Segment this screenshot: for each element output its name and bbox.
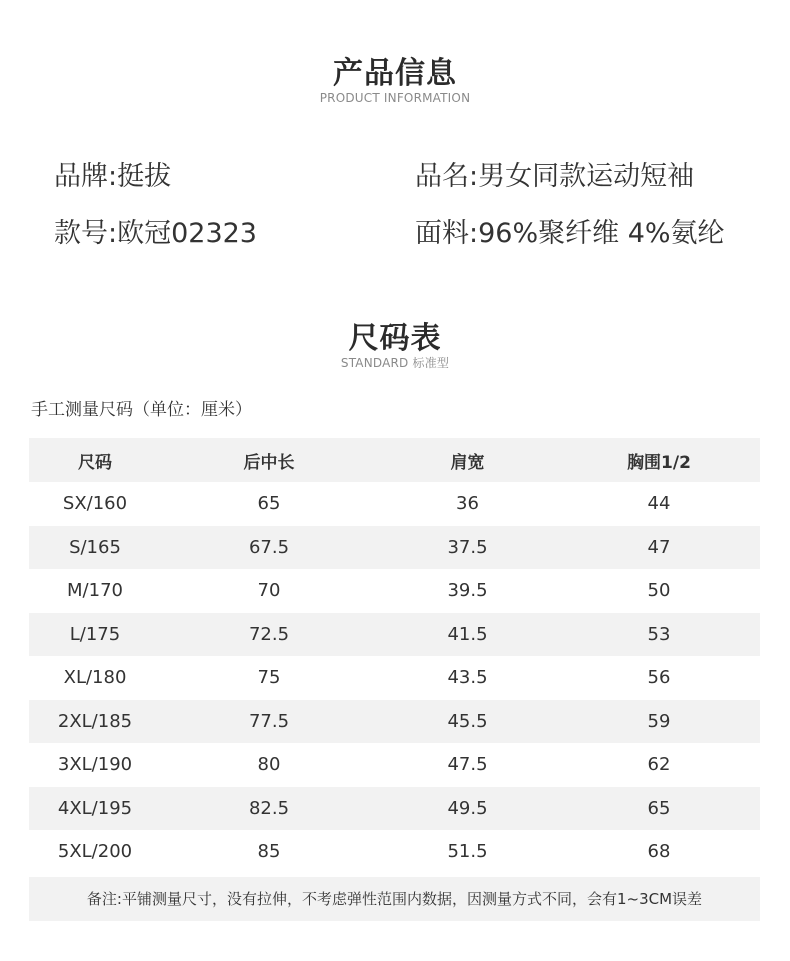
table-row bbox=[29, 569, 760, 613]
cell-half-chest: 53 bbox=[647, 623, 671, 645]
table-row bbox=[29, 526, 760, 570]
cell-size: 3XL/190 bbox=[57, 754, 133, 776]
fabric-info: 面料:96%聚纤维 4%氨纶 bbox=[415, 218, 725, 249]
header-size: 尺码 bbox=[78, 452, 112, 473]
cell-size: 2XL/185 bbox=[57, 710, 133, 732]
cell-back-length: 77.5 bbox=[248, 710, 290, 732]
cell-half-chest: 47 bbox=[647, 536, 671, 558]
measure-note: 手工测量尺码（单位：厘米） bbox=[31, 400, 252, 420]
cell-shoulder-width: 45.5 bbox=[447, 710, 488, 732]
cell-back-length: 75 bbox=[257, 667, 281, 689]
cell-half-chest: 50 bbox=[647, 580, 671, 602]
cell-half-chest: 68 bbox=[647, 841, 671, 863]
cell-half-chest: 62 bbox=[647, 754, 671, 776]
cell-shoulder-width: 41.5 bbox=[447, 623, 488, 645]
cell-size: 4XL/195 bbox=[57, 797, 133, 819]
cell-size: S/165 bbox=[69, 536, 121, 558]
header-half-chest: 胸围1/2 bbox=[627, 452, 691, 473]
cell-half-chest: 44 bbox=[647, 493, 671, 515]
cell-shoulder-width: 49.5 bbox=[447, 797, 488, 819]
table-header-row bbox=[29, 438, 760, 482]
size-chart-subtitle: STANDARD 标准型 bbox=[340, 356, 450, 370]
table-row bbox=[29, 830, 760, 874]
header-shoulder-width: 肩宽 bbox=[450, 452, 485, 473]
table-row bbox=[29, 613, 760, 657]
product-name-info: 品名:男女同款运动短袖 bbox=[415, 161, 695, 192]
cell-size: XL/180 bbox=[63, 667, 127, 689]
size-table bbox=[29, 438, 760, 874]
measurement-remark: 备注:平铺测量尺寸，没有拉伸，不考虑弹性范围内数据，因测量方式不同，会有1~3CM误差 bbox=[29, 877, 760, 921]
cell-back-length: 70 bbox=[257, 580, 281, 602]
table-row bbox=[29, 482, 760, 526]
cell-half-chest: 65 bbox=[647, 797, 671, 819]
cell-shoulder-width: 51.5 bbox=[447, 841, 488, 863]
cell-shoulder-width: 43.5 bbox=[447, 667, 488, 689]
brand-info: 品牌:挺拔 bbox=[54, 161, 172, 192]
product-info-title: 产品信息 bbox=[333, 56, 457, 91]
cell-back-length: 80 bbox=[257, 754, 281, 776]
size-chart-title: 尺码表 bbox=[348, 321, 442, 356]
cell-half-chest: 59 bbox=[647, 710, 671, 732]
table-row bbox=[29, 743, 760, 787]
cell-half-chest: 56 bbox=[647, 667, 671, 689]
cell-shoulder-width: 39.5 bbox=[447, 580, 488, 602]
cell-shoulder-width: 37.5 bbox=[447, 536, 488, 558]
cell-back-length: 65 bbox=[257, 493, 281, 515]
cell-back-length: 67.5 bbox=[248, 536, 290, 558]
cell-size: M/170 bbox=[67, 580, 123, 602]
header-back-length: 后中长 bbox=[243, 452, 295, 473]
cell-back-length: 82.5 bbox=[248, 797, 290, 819]
cell-shoulder-width: 36 bbox=[456, 493, 479, 515]
table-row bbox=[29, 787, 760, 831]
product-info-subtitle: PRODUCT INFORMATION bbox=[319, 91, 471, 105]
model-info: 款号:欧冠02323 bbox=[54, 218, 257, 249]
table-row bbox=[29, 656, 760, 700]
cell-back-length: 85 bbox=[257, 841, 281, 863]
cell-back-length: 72.5 bbox=[248, 623, 290, 645]
cell-size: 5XL/200 bbox=[57, 841, 133, 863]
cell-size: SX/160 bbox=[62, 493, 128, 515]
cell-shoulder-width: 47.5 bbox=[447, 754, 488, 776]
cell-size: L/175 bbox=[69, 623, 121, 645]
table-row bbox=[29, 700, 760, 744]
